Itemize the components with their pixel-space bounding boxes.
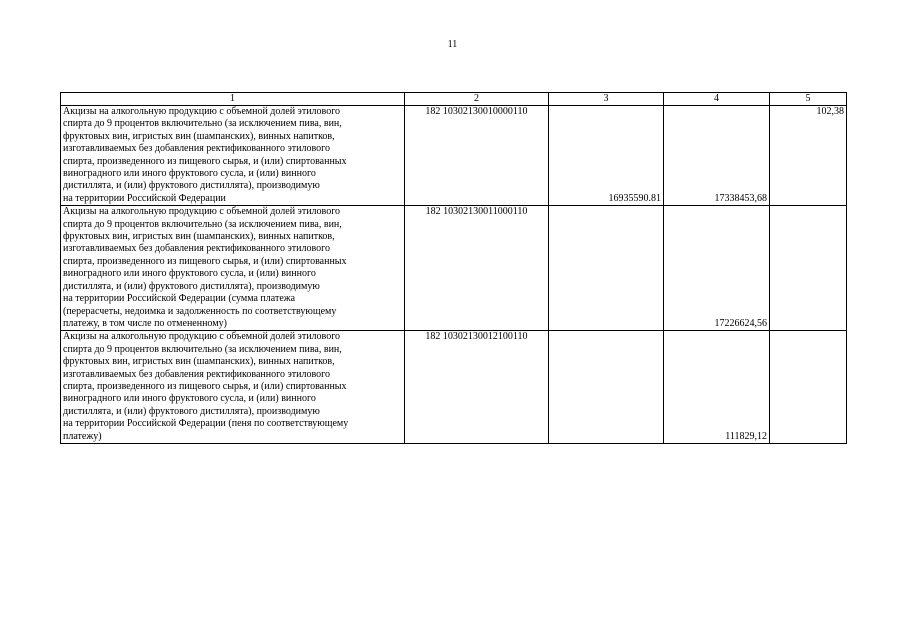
row-description	[61, 331, 405, 444]
description-line: (перерасчеты, недоимка и задолженность по соответствующему	[63, 305, 337, 317]
column-header-4: 4	[664, 93, 770, 106]
column-4-value: 111829,12	[664, 331, 770, 444]
budget-classification-code: 182 10302130011000110	[405, 206, 549, 331]
description-line: дистиллята, и (или) фруктового дистиллята), производимую	[63, 405, 320, 417]
description-line: платежу)	[63, 430, 102, 442]
budget-classification-code: 182 10302130010000110	[405, 106, 549, 206]
page-number: 11	[447, 39, 458, 50]
column-header-2: 2	[405, 93, 549, 106]
description-line: Акцизы на алкогольную продукцию с объемной долей этилового	[63, 331, 341, 343]
description-line: виноградного или иного фруктового сусла, и (или) винного	[63, 168, 316, 180]
description-line: изготавливаемых без добавления ректификованного этилового	[63, 243, 330, 255]
description-line: на территории Российской Федерации (сумма платежа	[63, 293, 296, 305]
description-line: дистиллята, и (или) фруктового дистиллята), производимую	[63, 280, 320, 292]
row-description	[61, 206, 405, 331]
budget-table	[60, 92, 847, 444]
description-line: Акцизы на алкогольную продукцию с объемной долей этилового	[63, 206, 341, 218]
description-line: Акцизы на алкогольную продукцию с объемной долей этилового	[63, 106, 341, 117]
description-line: виноградного или иного фруктового сусла, и (или) винного	[63, 393, 316, 405]
column-header-1: 1	[61, 93, 405, 106]
table-body	[61, 106, 847, 444]
column-5-value: 102,38	[770, 106, 847, 206]
column-3-value: 16935590.81	[549, 106, 664, 206]
column-header-5: 5	[770, 93, 847, 106]
column-4-value: 17226624,56	[664, 206, 770, 331]
column-header-3: 3	[549, 93, 664, 106]
table-header-row	[61, 93, 847, 106]
description-line: на территории Российской Федерации	[63, 192, 226, 204]
description-line: спирта до 9 процентов включительно (за исключением пива, вин,	[63, 343, 342, 355]
description-line: фруктовых вин, игристых вин (шампанских), винных напитков,	[63, 231, 335, 243]
column-3-value	[549, 331, 664, 444]
column-5-value	[770, 206, 847, 331]
table-row	[61, 206, 847, 331]
description-line: дистиллята, и (или) фруктового дистиллята), производимую	[63, 180, 320, 192]
table-row	[61, 331, 847, 444]
description-line: изготавливаемых без добавления ректификованного этилового	[63, 368, 330, 380]
description-line: спирта, произведенного из пищевого сырья, и (или) спиртованных	[63, 155, 347, 167]
description-line: фруктовых вин, игристых вин (шампанских), винных напитков,	[63, 130, 335, 142]
description-line: платежу, в том числе по отмененному)	[63, 317, 227, 329]
description-line: спирта, произведенного из пищевого сырья, и (или) спиртованных	[63, 380, 347, 392]
description-line: спирта до 9 процентов включительно (за исключением пива, вин,	[63, 118, 342, 130]
budget-classification-code: 182 10302130012100110	[405, 331, 549, 444]
column-3-value	[549, 206, 664, 331]
description-line: фруктовых вин, игристых вин (шампанских), винных напитков,	[63, 356, 335, 368]
description-line: спирта, произведенного из пищевого сырья, и (или) спиртованных	[63, 255, 347, 267]
description-line: на территории Российской Федерации (пеня по соответствующему	[63, 418, 349, 430]
column-5-value	[770, 331, 847, 444]
row-description	[61, 106, 405, 206]
description-line: изготавливаемых без добавления ректификованного этилового	[63, 143, 330, 155]
description-line: виноградного или иного фруктового сусла, и (или) винного	[63, 268, 316, 280]
column-4-value: 17338453,68	[664, 106, 770, 206]
table-row	[61, 106, 847, 206]
description-line: спирта до 9 процентов включительно (за исключением пива, вин,	[63, 218, 342, 230]
